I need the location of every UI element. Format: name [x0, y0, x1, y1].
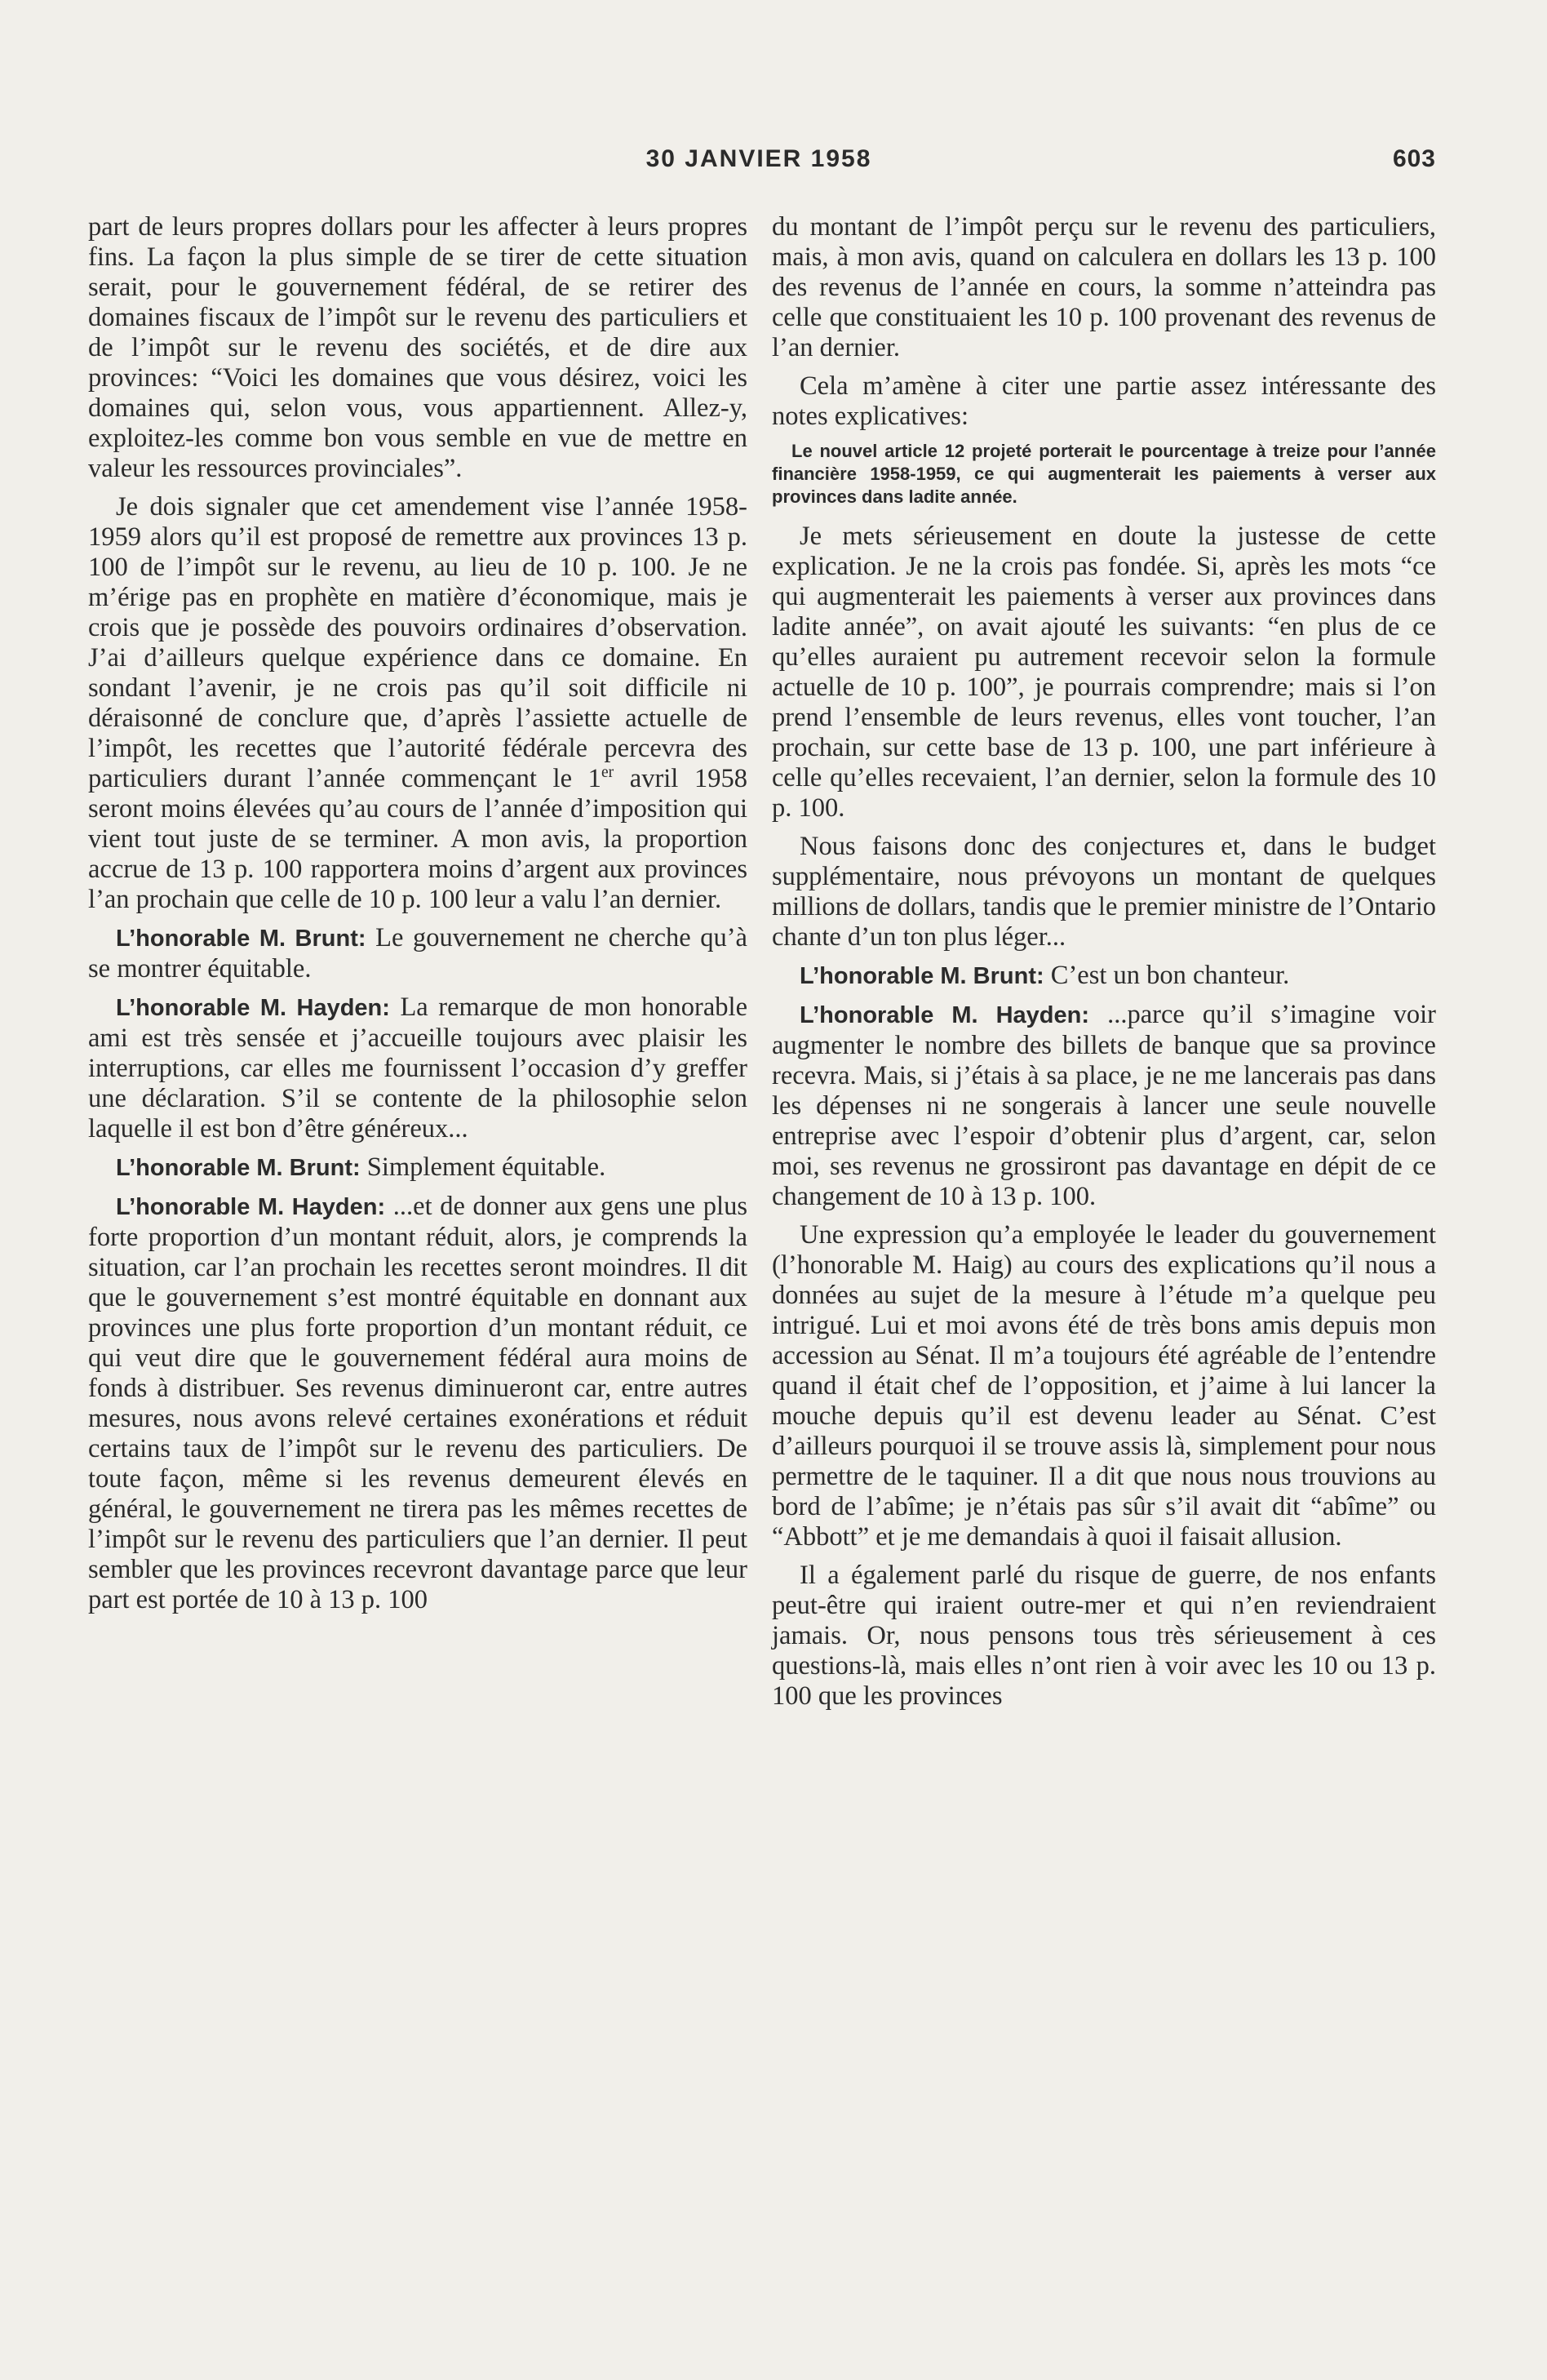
- paragraph: Cela m’amène à citer une partie assez intéressante des notes explicatives:: [772, 371, 1436, 431]
- speech-hayden: L’honorable M. Hayden: ...parce qu’il s’imagine voir augmenter le nombre des billets de banque que sa province recevra. Mais, si j’étais à sa place, je ne me lancerais pas dans les dépenses ni ne songerais à lancer une seule nouvelle entreprise avec l’espoir d’obtenir plus d’argent, car, selon moi, ses revenus ne grossiront pas davantage en dépit de ce changement de 10 à 13 p. 100.: [772, 1000, 1436, 1211]
- paragraph: part de leurs propres dollars pour les affecter à leurs propres fins. La façon la plus simple de se tirer de cette situation serait, pour le gouvernement fédéral, de se retirer des domaines fiscaux de l’impôt sur le revenu des particuliers et de l’impôt sur le revenu des sociétés, et de dire aux provinces: “Voici les domaines que vous désirez, voici les domaines qui, selon vous, vous appartiennent. Allez-y, exploitez-les comme bon vous semble en vue de mettre en valeur les ressources provinciales”.: [88, 212, 747, 483]
- paragraph: Je dois signaler que cet amendement vise l’année 1958-1959 alors qu’il est proposé de remettre aux provinces 13 p. 100 de l’impôt sur le revenu, au lieu de 10 p. 100. Je ne m’érige pas en prophète en matière d’économique, mais je crois que je possède des pouvoirs ordinaires d’observation. J’ai d’ailleurs quelque expérience dans ce domaine. En sondant l’avenir, je ne crois pas qu’il soit difficile ni déraisonné de conclure que, d’après l’assiette actuelle de l’impôt, les recettes que l’autorité fédérale percevra des particuliers durant l’année commençant le 1er avril 1958 seront moins élevées qu’au cours de l’année d’imposition qui vient tout juste de se terminer. A mon avis, la proportion accrue de 13 p. 100 rapportera moins d’argent aux provinces l’an prochain que celle de 10 p. 100 leur a valu l’an dernier.: [88, 492, 747, 914]
- paragraph: Nous faisons donc des conjectures et, dans le budget supplémentaire, nous prévoyons un montant de quelques millions de dollars, tandis que le premier ministre de l’Ontario chante d’un ton plus léger...: [772, 832, 1436, 952]
- speech-brunt: L’honorable M. Brunt: C’est un bon chanteur.: [800, 961, 1290, 990]
- header-date: 30 JANVIER 1958: [645, 145, 872, 172]
- paragraph: du montant de l’impôt perçu sur le revenu des particuliers, mais, à mon avis, quand on calculera en dollars les 13 p. 100 des revenus de l’année en cours, la somme n’atteindra pas celle que constituaient les 10 p. 100 provenant des revenus de l’an dernier.: [772, 212, 1436, 362]
- speaker-name: L’honorable M. Hayden:: [116, 1194, 386, 1220]
- speaker-name: L’honorable M. Hayden:: [116, 995, 390, 1021]
- speaker-name: L’honorable M. Brunt:: [800, 963, 1044, 989]
- page-header: [82, 145, 1436, 186]
- left-column: [88, 212, 747, 1623]
- explanatory-note-quote: Le nouvel article 12 projeté porterait le pourcentage à treize pour l’année financière 1958-1959, ce qui augmenterait les paiements à verser aux provinces dans ladite année.: [772, 441, 1436, 507]
- speech-hayden: L’honorable M. Hayden: ...et de donner aux gens une plus forte proportion d’un montant réduit, alors, je comprends la situation, car l’an prochain les recettes seront moindres. Il dit que le gouvernement s’est montré équitable en donnant aux provinces une plus forte proportion d’un montant réduit, ce qui veut dire que le gouvernement fédéral aura moins de fonds à distribuer. Ses revenus diminueront car, entre autres mesures, nous avons relevé certaines exonérations et réduit certains taux de l’impôt sur le revenu des particuliers. De toute façon, même si les revenus demeurent élevés en général, le gouvernement ne tirera pas les mêmes recettes de l’impôt sur le revenu des particuliers que l’an dernier. Il peut sembler que les provinces recevront davantage parce que leur part est portée de 10 à 13 p. 100: [88, 1192, 747, 1614]
- speech-brunt: L’honorable M. Brunt: Le gouvernement ne cherche qu’à se montrer équitable.: [88, 923, 747, 984]
- speaker-name: L’honorable M. Brunt:: [116, 1155, 361, 1181]
- paragraph: Une expression qu’a employée le leader du gouvernement (l’honorable M. Haig) au cours des explications qu’il nous a données au sujet de la mesure à l’étude m’a quelque peu intrigué. Lui et moi avons été de très bons amis depuis mon accession au Sénat. Il m’a toujours été agréable de l’entendre quand il était chef de l’opposition, et j’aime à lui lancer la mouche depuis qu’il est devenu leader au Sénat. C’est d’ailleurs pourquoi il se trouve assis là, simplement pour nous permettre de le taquiner. Il a dit que nous nous trouvions au bord de l’abîme; je n’étais pas sûr s’il avait dit “abîme” ou “Abbott” et je me demandais à quoi il faisait allusion.: [772, 1220, 1436, 1552]
- speaker-name: L’honorable M. Brunt:: [116, 926, 366, 952]
- right-column: [772, 212, 1436, 1720]
- paragraph: Il a également parlé du risque de guerre, de nos enfants peut-être qui iraient outre-mer et qui n’en reviendraient jamais. Or, nous pensons tous très sérieusement à ces questions-là, mais elles n’ont rien à voir avec les 10 ou 13 p. 100 que les provinces: [772, 1561, 1436, 1711]
- paragraph: Je mets sérieusement en doute la justesse de cette explication. Je ne la crois pas fondée. Si, après les mots “ce qui augmenterait les paiements à verser aux provinces dans ladite année”, on avait ajouté les suivants: “en plus de ce qu’elles auraient pu autrement recevoir selon la formule actuelle de 10 p. 100”, je pourrais comprendre; mais si l’on prend l’ensemble de leurs revenus, elles vont toucher, l’an prochain, sur cette base de 13 p. 100, une part inférieure à celle qu’elles recevaient, l’an dernier, selon la formule des 10 p. 100.: [772, 522, 1436, 823]
- speaker-name: L’honorable M. Hayden:: [800, 1002, 1090, 1028]
- speech-hayden: L’honorable M. Hayden: La remarque de mon honorable ami est très sensée et j’accueille toujours avec plaisir les interruptions, car elles me fournissent l’occasion d’y greffer une déclaration. S’il se contente de la philosophie selon laquelle il est bon d’être généreux...: [88, 992, 747, 1143]
- page-number: 603: [1392, 145, 1436, 172]
- speech-brunt: L’honorable M. Brunt: Simplement équitable.: [116, 1152, 606, 1182]
